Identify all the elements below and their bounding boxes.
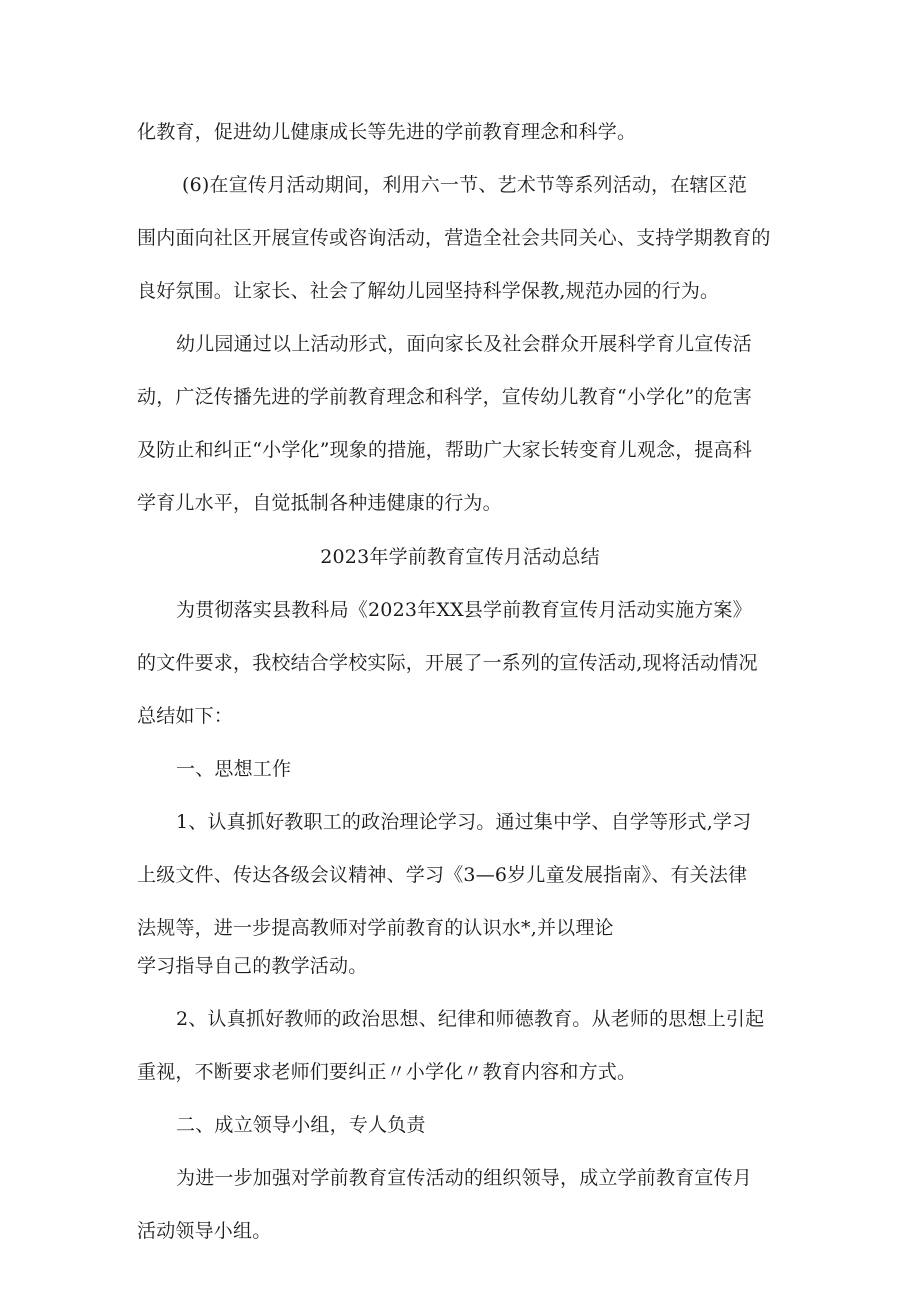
heading-line: 一、思想工作 [176, 758, 292, 780]
section-title: 2023年学前教育宣传月活动总结 [320, 546, 600, 568]
text-line: 1、认真抓好教职工的政治理论学习。通过集中学、自学等形式,学习 [176, 811, 752, 833]
text-line: 及防止和纠正“小学化”现象的措施，帮助广大家长转变育儿观念，提高科 [137, 439, 753, 461]
text-line: 学习指导自己的教学活动。 [137, 955, 368, 977]
text-line: (6)在宣传月活动期间，利用六一节、艺术节等系列活动，在辖区范 [182, 174, 748, 196]
text-line: 重视，不断要求老师们要纠正〃小学化〃教育内容和方式。 [137, 1061, 637, 1083]
text-line: 的文件要求，我校结合学校实际，开展了一系列的宣传活动,现将活动情况 [137, 652, 758, 674]
text-line: 幼儿园通过以上活动形式，面向家长及社会群众开展科学育儿宣传活 [176, 333, 753, 355]
text-line: 总结如下： [137, 705, 234, 727]
text-line: 2、认真抓好教师的政治思想、纪律和师德教育。从老师的思想上引起 [176, 1008, 765, 1030]
text-line: 为进一步加强对学前教育宣传活动的组织领导，成立学前教育宣传月 [176, 1167, 753, 1189]
text-line: 活动领导小组。 [137, 1220, 272, 1242]
text-line: 为贯彻落实县教科局《2023年XX县学前教育宣传月活动实施方案》 [176, 599, 752, 621]
heading-line: 二、成立领导小组，专人负责 [176, 1114, 426, 1136]
text-line: 围内面向社区开展宣传或咨询活动，营造全社会共同关心、支持学期教育的 [137, 227, 771, 249]
text-line: 动，广泛传播先进的学前教育理念和科学，宣传幼儿教育“小学化”的危害 [137, 386, 753, 408]
text-line: 上级文件、传达各级会议精神、学习《3—6岁儿童发展指南》、有关法律 [137, 864, 748, 886]
text-line: 法规等，进一步提高教师对学前教育的认识水*,并以理论 [137, 917, 614, 939]
text-line: 化教育，促进幼儿健康成长等先进的学前教育理念和科学。 [137, 121, 637, 143]
text-line: 学育儿水平，自觉抵制各种违健康的行为。 [137, 492, 502, 514]
text-line: 良好氛围。让家长、社会了解幼儿园坚持科学保教,规范办园的行为。 [137, 280, 720, 302]
